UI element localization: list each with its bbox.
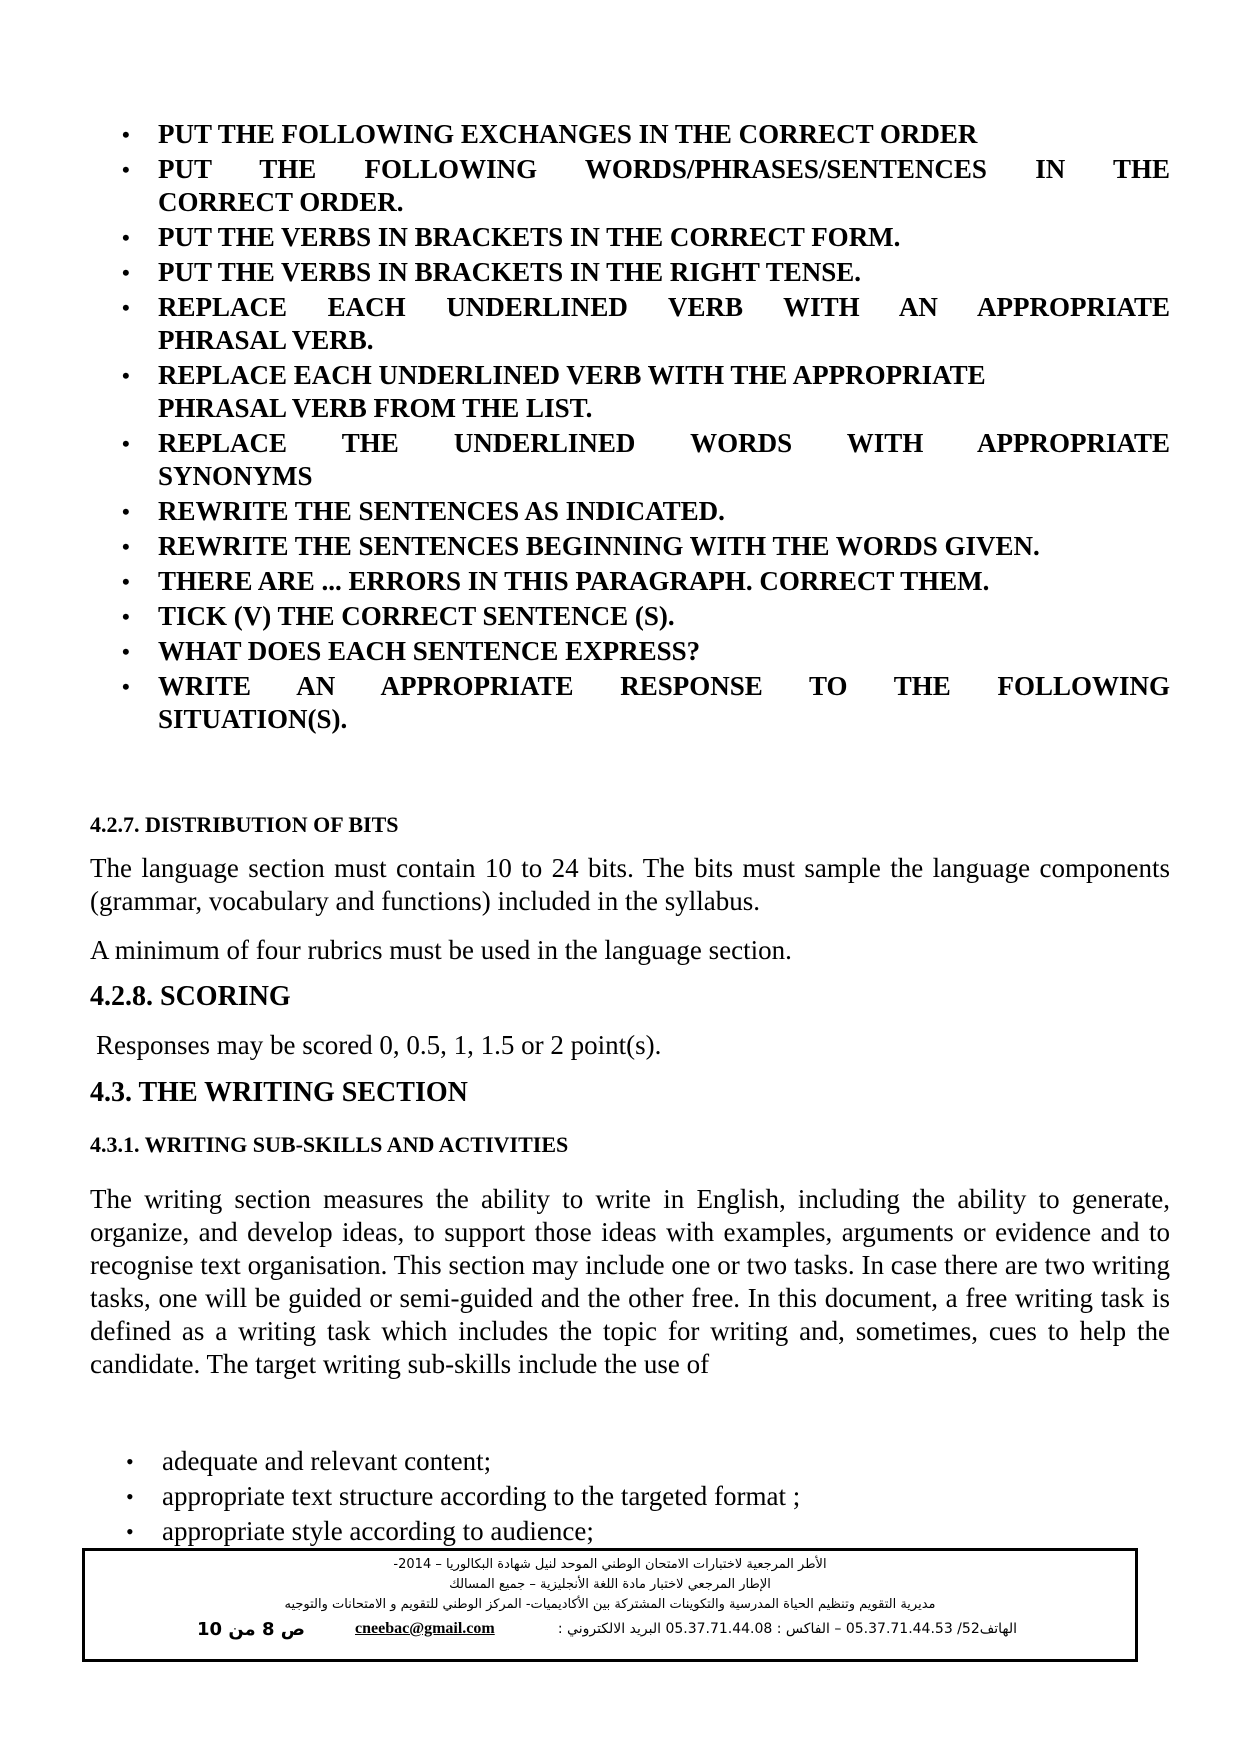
writing-paragraph: The writing section measures the ability to write in English, including the ability to generate, organize, and develop ideas, to support those ideas with examples, arguments or evidence and to recognise text organisation. This section may include one or two tasks. In case there are two writing tasks, one will be guided or semi-guided and the other free. In this document, a free writing task is defined as a writing task which includes the topic for writing and, sometimes, cues to help the candidate. The target writing sub-skills include the use of — [90, 1184, 1170, 1379]
bullet-icon: • — [122, 225, 130, 250]
section-heading-scoring: 4.2.8. SCORING — [90, 981, 291, 1012]
rubric-list — [90, 118, 1170, 738]
page-footer — [82, 1548, 1138, 1662]
list-item: • TICK (V) THE CORRECT SENTENCE (S). — [122, 601, 675, 631]
bullet-icon: • — [122, 431, 130, 456]
list-item: • THERE ARE ... ERRORS IN THIS PARAGRAPH. CORRECT THEM. — [122, 566, 990, 596]
list-item: • WRITE AN APPROPRIATE RESPONSE TO THE FOLLOWING SITUATION(S). — [122, 671, 1170, 734]
subskill-list — [90, 1444, 1170, 1549]
list-item: • REPLACE EACH UNDERLINED VERB WITH THE APPROPRIATE PHRASAL VERB FROM THE LIST. — [122, 360, 986, 423]
bullet-icon: • — [122, 122, 130, 147]
bullet-icon: • — [122, 260, 130, 285]
list-item: • REPLACE THE UNDERLINED WORDS WITH APPROPRIATE SYNONYMS — [122, 428, 1170, 491]
bullet-icon: • — [122, 363, 130, 388]
list-item: • adequate and relevant content; — [162, 1444, 1170, 1479]
list-item: • REWRITE THE SENTENCES AS INDICATED. — [122, 496, 725, 526]
bullet-icon: • — [122, 499, 130, 524]
list-item: • PUT THE VERBS IN BRACKETS IN THE CORRECT FORM. — [122, 222, 901, 252]
bullet-icon: • — [126, 1484, 134, 1509]
page-number: ص 8 من 10 — [197, 1619, 305, 1640]
bullet-icon: • — [126, 1519, 134, 1544]
footer-directorate-line: مديرية التقويم وتنظيم الحياة المدرسية والتكوينات المشتركة بين الأكاديميات- المركز الوطني للتقويم و الامتحانات والتوجيه — [284, 1597, 936, 1612]
bullet-icon: • — [122, 534, 130, 559]
footer-email-link[interactable]: cneebac@gmail.com — [355, 1620, 495, 1637]
list-item: • PUT THE FOLLOWING WORDS/PHRASES/SENTENCES IN THE CORRECT ORDER. — [122, 154, 1170, 217]
footer-title-line: الأطر المرجعية لاختبارات الامتحان الوطني الموحد لنيل شهادة البكالوريا – 2014- — [393, 1557, 827, 1572]
footer-contact: الهاتف52/ 05.37.71.44.53 – الفاكس : 05.37.71.44.08 البريد الالكتروني : — [557, 1621, 1017, 1637]
bullet-icon: • — [122, 604, 130, 629]
rubrics-minimum-paragraph: A minimum of four rubrics must be used in the language section. — [90, 935, 792, 965]
list-item: • PUT THE VERBS IN BRACKETS IN THE RIGHT TENSE. — [122, 257, 862, 287]
bullet-icon: • — [122, 569, 130, 594]
section-heading-writing: 4.3. THE WRITING SECTION — [90, 1077, 468, 1108]
scoring-paragraph: Responses may be scored 0, 0.5, 1, 1.5 or 2 point(s). — [96, 1030, 662, 1060]
list-item: • appropriate style according to audience; — [162, 1514, 1170, 1549]
bullet-icon: • — [122, 674, 130, 699]
list-item: • appropriate text structure according to the targeted format ; — [162, 1479, 1170, 1514]
distribution-paragraph: The language section must contain 10 to 24 bits. The bits must sample the language components (grammar, vocabulary and functions) included in the syllabus. — [90, 853, 1170, 916]
section-heading-distribution: 4.2.7. DISTRIBUTION OF BITS — [90, 812, 399, 837]
footer-subtitle-line: الإطار المرجعي لاختبار مادة اللغة الأنجليزية – جميع المسالك — [449, 1577, 771, 1592]
list-item: • REPLACE EACH UNDERLINED VERB WITH AN APPROPRIATE PHRASAL VERB. — [122, 292, 1170, 355]
list-item: • WHAT DOES EACH SENTENCE EXPRESS? — [122, 636, 701, 666]
list-item: • REWRITE THE SENTENCES BEGINNING WITH THE WORDS GIVEN. — [122, 531, 1040, 561]
bullet-icon: • — [126, 1449, 134, 1474]
list-item: • PUT THE FOLLOWING EXCHANGES IN THE CORRECT ORDER — [122, 119, 978, 149]
subsection-heading-writing-subskills: 4.3.1. WRITING SUB-SKILLS AND ACTIVITIES — [90, 1132, 569, 1157]
bullet-icon: • — [122, 295, 130, 320]
bullet-icon: • — [122, 639, 130, 664]
bullet-icon: • — [122, 157, 130, 182]
